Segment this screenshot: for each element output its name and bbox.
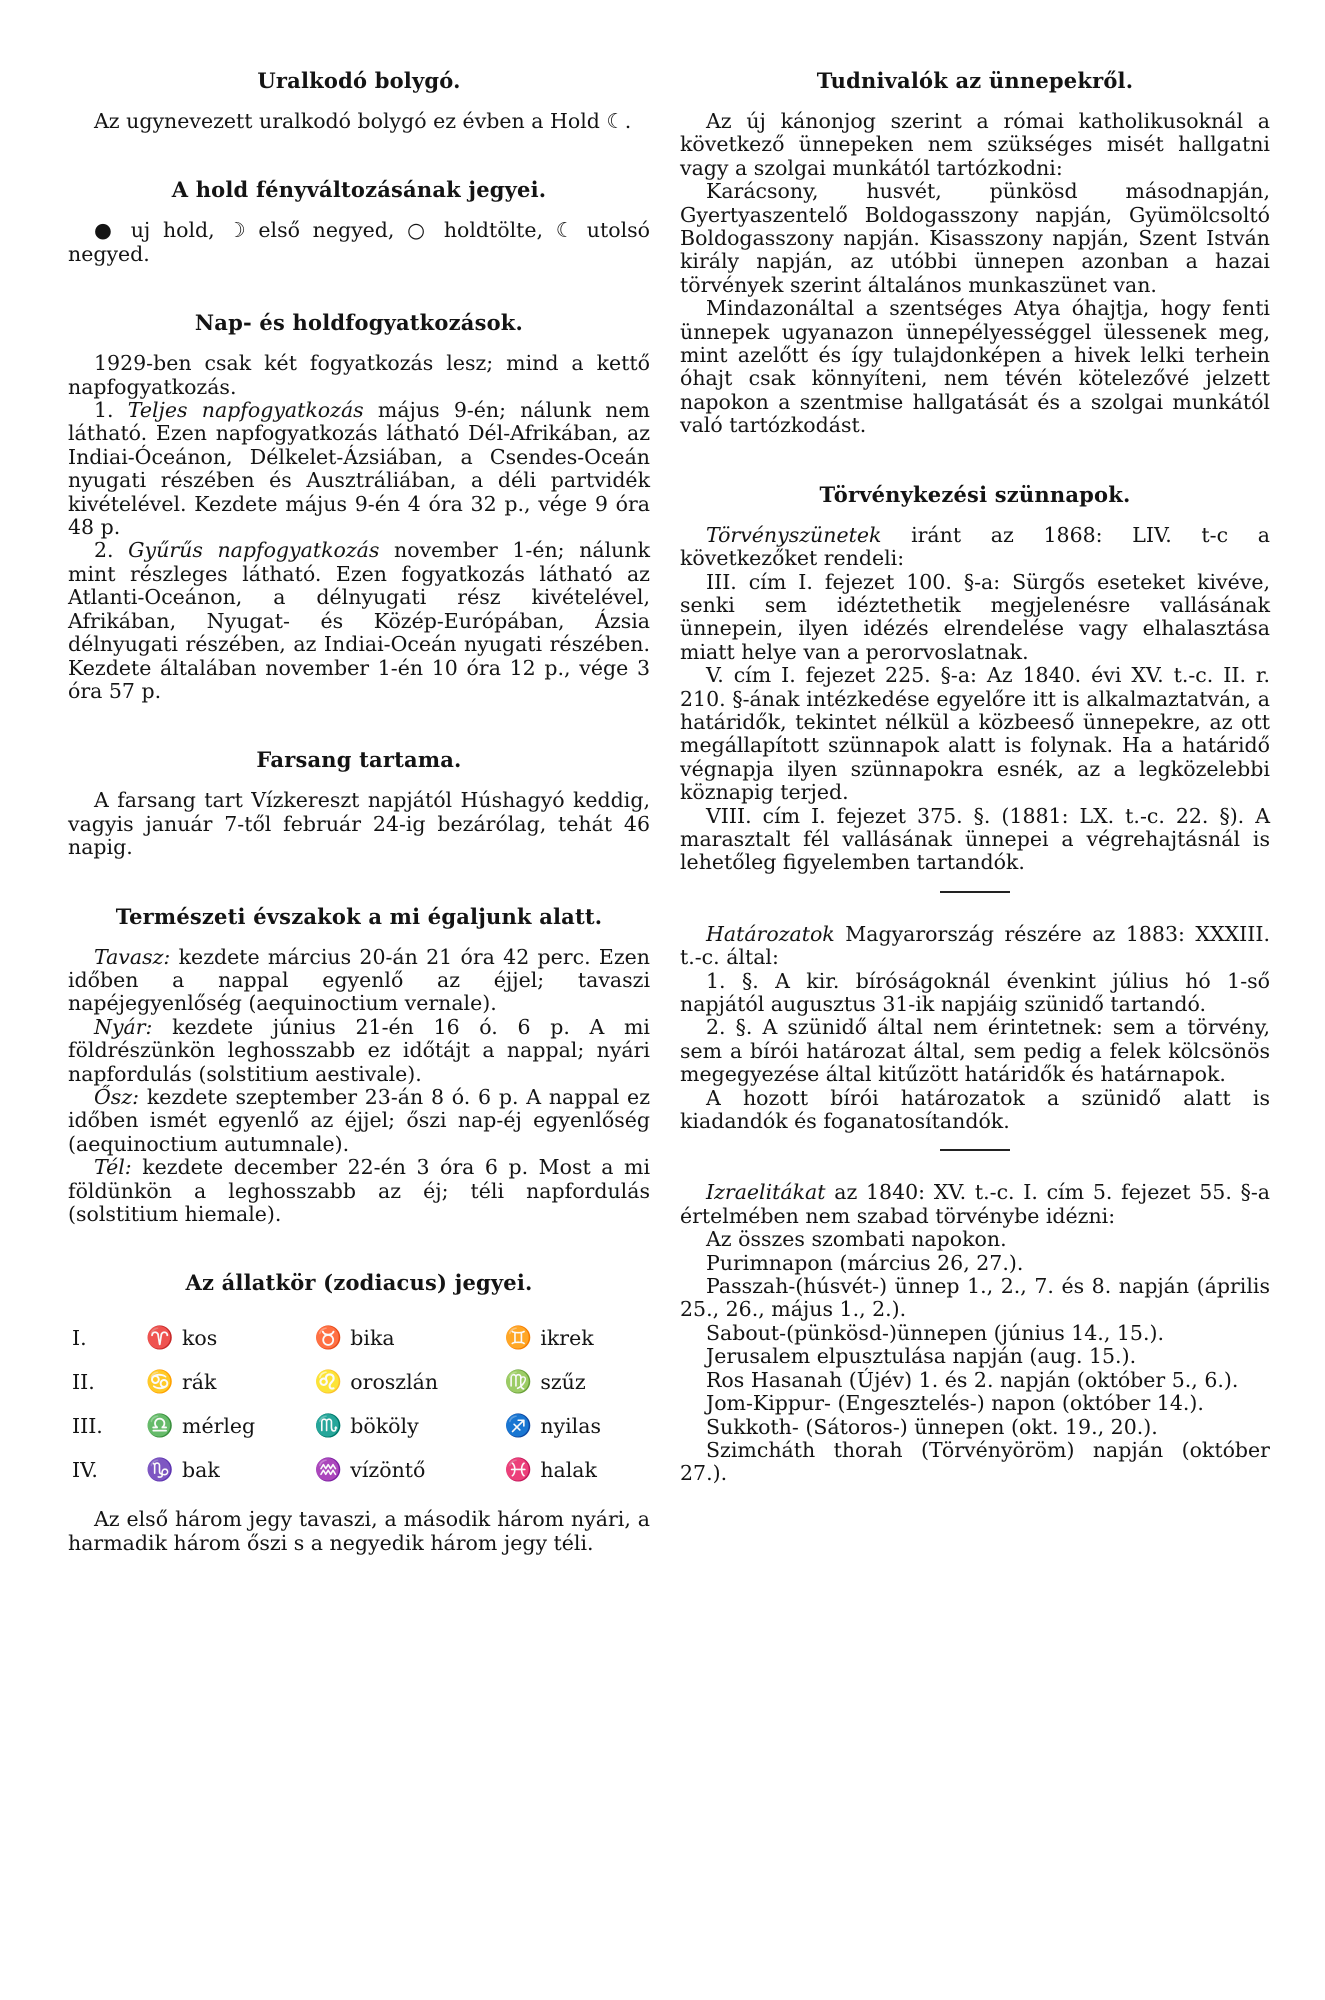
season-spring-text: kezdete március 20-án 21 óra 42 perc. Ezen időben a nappal egyenlő az éjjel; tavaszi napéjegyenlőség (aequinoctium vernale). (68, 944, 650, 1016)
virgo-icon: ♍ (504, 1369, 533, 1395)
season-spring (68, 946, 650, 1016)
ruling-planet-text: Az ugynevezett uralkodó bolygó ez évben a Hold ☾. (94, 109, 632, 133)
sagittarius-icon: ♐ (504, 1413, 533, 1439)
israelite-holiday-item: Ros Hasanah (Újév) 1. és 2. napján (október 5., 6.). (706, 1367, 1239, 1392)
eclipse-1-number: 1. (94, 398, 128, 423)
season-winter-text: kezdete december 22-én 3 óra 6 p. Most a mi földünkön a leghosszabb az éj; téli napfordulás (solstitium hiemale). (68, 1155, 650, 1226)
zodiac-row-number: I. (72, 1326, 87, 1351)
eclipses-intro: 1929-ben csak két fogyatkozás lesz; mind a kettő napfogyatkozás. (68, 351, 650, 399)
court-rule-1: III. cím I. fejezet 100. §-a: Sürgős eseteket kivéve, senki sem idéztethetik megjelenésre vallásának ünnepein, ilyen idézés elrendelése vagy elhalasztása miatt helye van a perorvoslatnak. (680, 569, 1270, 664)
israelite-holiday-item: Sabout-(pünkösd-)ünnepen (június 14., 15.). (706, 1320, 1164, 1345)
aquarius-icon: ♒ (314, 1457, 342, 1483)
zodiac-sign (310, 1404, 500, 1448)
israelite-holiday-item: Jerusalem elpusztulása napján (aug. 15.). (706, 1344, 1137, 1369)
zodiac-sign-label: nyilas (540, 1413, 601, 1438)
holidays-note: Mindazonáltal a szentséges Atya óhajtja, hogy fenti ünnepek ugyanazon ünnepélyességgel ülessenek meg, mint azelőtt és így tulajdonképen a hivek lelki terhein óhajt csak könnyíteni, nem tévén kötelezővé jelzett napokon a szentmise hallgatását és a szolgai munkától való tartózkodást. (680, 296, 1270, 438)
eclipse-1-type: Teljes napfogyatkozás (127, 398, 364, 423)
court-rule-2: V. cím I. fejezet 225. §-a: Az 1840. évi XV. t.-c. II. r. 210. §-ának intézkedése egyelőre itt is alkalmaztatván, a határidők, tekintet nélkül a közbeeső ünnepekre, az ott megállapított szünnapok alatt is folynak. Ha a határidő végnapja ilyen szünnapokra esnék, az a legközelebbi köznapig terjed. (680, 663, 1270, 805)
zodiac-row (68, 1404, 650, 1448)
zodiac-row (68, 1316, 650, 1360)
libra-icon: ♎ (146, 1413, 174, 1439)
zodiac-row-number: III. (72, 1414, 103, 1439)
pisces-icon: ♓ (504, 1457, 533, 1483)
resolutions-intro-text: Magyarország részére az 1883: XXXIII. t.-c. által: (680, 921, 1270, 970)
scorpio-icon: ♏ (314, 1413, 342, 1439)
season-summer-text: kezdete június 21-én 16 ó. 6 p. A mi földrészünkön leghosszabb ez időtájt a nappal; nyári napfordulás (solstitium aestivale). (68, 1014, 650, 1086)
resolution-1: 1. §. A kir. bíróságoknál évenkint július hó 1-ső napjától augusztus 31-ik napjáig szünidő tartandó. (680, 968, 1270, 1016)
zodiac-sign-label: vízöntő (350, 1457, 426, 1482)
zodiac-seasons-text: Az első három jegy tavaszi, a második három nyári, a harmadik három őszi s a negyedik három jegy téli. (68, 1507, 650, 1555)
aries-icon: ♈ (146, 1325, 174, 1351)
zodiac-sign (310, 1316, 500, 1360)
capricorn-icon: ♑ (146, 1457, 174, 1483)
zodiac-sign-label: mérleg (182, 1413, 256, 1438)
zodiac-sign (500, 1448, 650, 1492)
section-title-seasons: Természeti évszakok a mi égaljunk alatt. (115, 903, 603, 929)
season-summer (68, 1016, 650, 1086)
season-autumn (68, 1086, 650, 1156)
zodiac-sign-label: ikrek (540, 1325, 594, 1350)
zodiac-row-number: IV. (72, 1458, 98, 1483)
resolution-3: A hozott bírói határozatok a szünidő alatt is kiadandók és foganatosítandók. (680, 1085, 1270, 1134)
israelite-holiday-item: Szimcháth thorah (Törvényöröm) napján (október 27.). (680, 1437, 1270, 1486)
eclipse-2-details: november 1-én; nálunk mint részleges látható. Ezen fogyatkozás látható az Atlanti-Oceánon, a délnyugati rész kivételével, Afrikában, Nyugat- és Közép-Európában, Ázsia délnyugati részében, az Indiai-Oceán nyugati részében. Kezdete általában november 1-én 10 óra 12 p., vége 3 óra 57 p. (68, 538, 651, 703)
gemini-icon: ♊ (504, 1325, 533, 1351)
season-winter-label: Tél: (94, 1155, 132, 1180)
season-spring-label: Tavasz: (94, 944, 171, 969)
zodiac-sign-label: bak (182, 1457, 220, 1482)
section-title-eclipses: Nap- és holdfogyatkozások. (194, 310, 524, 336)
zodiac-sign-label: bököly (350, 1413, 419, 1438)
court-intro (680, 524, 1270, 571)
holidays-intro: Az új kánonjog szerint a római katholikusoknál a következő ünnepeken nem szükséges misét hallgatni vagy a szolgai munkától tartózkodni: (680, 109, 1270, 180)
leo-icon: ♌ (314, 1369, 342, 1395)
zodiac-sign-label: kos (182, 1325, 218, 1350)
zodiac-row-number: II. (72, 1370, 95, 1395)
resolutions-intro (680, 923, 1270, 970)
resolution-2: 2. §. A szünidő által nem érintetnek: sem a törvény, sem a bírói határozat által, sem pedig a felek kölcsönös megegyezése által kitűzött határidők és határnapok. (680, 1015, 1270, 1087)
eclipse-1-text (68, 399, 650, 539)
cancer-icon: ♋ (146, 1369, 174, 1395)
zodiac-sign (310, 1448, 500, 1492)
zodiac-sign (310, 1360, 500, 1404)
israelite-intro (680, 1181, 1270, 1228)
israelite-holiday-item: Az összes szombati napokon. (706, 1227, 1007, 1252)
zodiac-sign-label: szűz (540, 1369, 586, 1394)
season-autumn-label: Ősz: (94, 1084, 140, 1109)
right-column (680, 68, 1270, 1486)
zodiac-sign (500, 1404, 650, 1448)
zodiac-sign-label: oroszlán (350, 1369, 439, 1394)
israelite-holiday-item: Jom-Kippur- (Engesztelés-) napon (október 14.). (706, 1391, 1204, 1416)
zodiac-row (68, 1360, 650, 1404)
section-title-holidays: Tudnivalók az ünnepekről. (816, 68, 1134, 93)
israelite-holiday-item: Purimnapon (március 26, 27.). (706, 1250, 1024, 1275)
zodiac-table (68, 1316, 650, 1492)
zodiac-sign (142, 1448, 310, 1492)
season-summer-label: Nyár: (94, 1014, 153, 1039)
israelite-holiday-item: Sukkoth- (Sátoros-) ünnepen (okt. 19., 20.). (706, 1414, 1158, 1439)
eclipse-1-details: május 9-én; nálunk nem látható. Ezen napfogyatkozás látható Dél-Afrikában, az Indiai-Óceánon, Délkelet-Ázsiában, a Csendes-Oceán nyugati részében és Ausztráliában, a déli partvidék kivételével. Kezdete május 9-én 4 óra 32 p., vége 9 óra 48 p. (68, 398, 650, 540)
season-winter (68, 1156, 650, 1226)
resolutions-term: Határozatok (706, 921, 835, 946)
court-intro-text: iránt az 1868: LIV. t-c a következőket rendeli: (680, 522, 1270, 571)
section-title-moon-phases: A hold fényváltozásának jegyei. (171, 177, 547, 203)
section-title-ruling-planet: Uralkodó bolygó. (257, 68, 461, 93)
eclipse-2-text (68, 539, 650, 703)
zodiac-sign (142, 1360, 310, 1404)
zodiac-row (68, 1448, 650, 1492)
israelite-term: Izraelitákat (706, 1180, 826, 1205)
zodiac-sign (500, 1316, 650, 1360)
taurus-icon: ♉ (314, 1325, 342, 1351)
zodiac-sign-label: bika (350, 1325, 395, 1350)
season-autumn-text: kezdete szeptember 23-án 8 ó. 6 p. A nappal ez időben ismét egyenlő az éjjel; őszi nap-éj egyenlőség (aequinoctium autumnale). (68, 1084, 650, 1156)
section-title-zodiac: Az állatkör (zodiacus) jegyei. (185, 1270, 533, 1296)
carnival-text: A farsang tart Vízkereszt napjától Húshagyó keddig, vagyis január 7-től február 24-ig bezárólag, tehát 46 napig. (68, 788, 650, 860)
zodiac-sign (500, 1360, 650, 1404)
court-intro-term: Törvényszünetek (706, 522, 882, 547)
eclipse-2-number: 2. (94, 538, 129, 563)
zodiac-sign-label: rák (182, 1369, 217, 1394)
left-column (68, 68, 650, 1555)
holidays-list: Karácsony, husvét, pünkösd másodnapján, Gyertyaszentelő Boldogasszony napján, Gyümölcsoltó Boldogasszony napján. Kisasszony napján, Szent István király napján, az utóbbi ünnepen azonban a hazai törvények szerint általános munkaszünet van. (680, 179, 1270, 297)
israelite-intro-text: az 1840: XV. t.-c. I. cím 5. fejezet 55. §-a értelmében nem szabad törvénybe idézni: (680, 1180, 1270, 1228)
court-rule-3: VIII. cím I. fejezet 375. §. (1881: LX. t.-c. 22. §). A marasztalt fél vallásának ünnepei a végrehajtásnál is lehetőleg figyelemben tartandók. (680, 803, 1270, 875)
section-title-carnival: Farsang tartama. (256, 747, 462, 773)
zodiac-sign-label: halak (540, 1457, 597, 1482)
section-title-court-holidays: Törvénykezési szünnapok. (819, 481, 1131, 507)
zodiac-sign (142, 1404, 310, 1448)
israelite-holiday-item: Passzah-(húsvét-) ünnep 1., 2., 7. és 8. napján (április 25., 26., május 1., 2.). (680, 1274, 1270, 1322)
eclipse-2-type: Gyűrűs napfogyatkozás (128, 538, 380, 563)
moon-phases-text: ● uj hold, ☽ első negyed, ○ holdtölte, ☾ utolsó negyed. (68, 218, 650, 266)
zodiac-sign (142, 1316, 310, 1360)
